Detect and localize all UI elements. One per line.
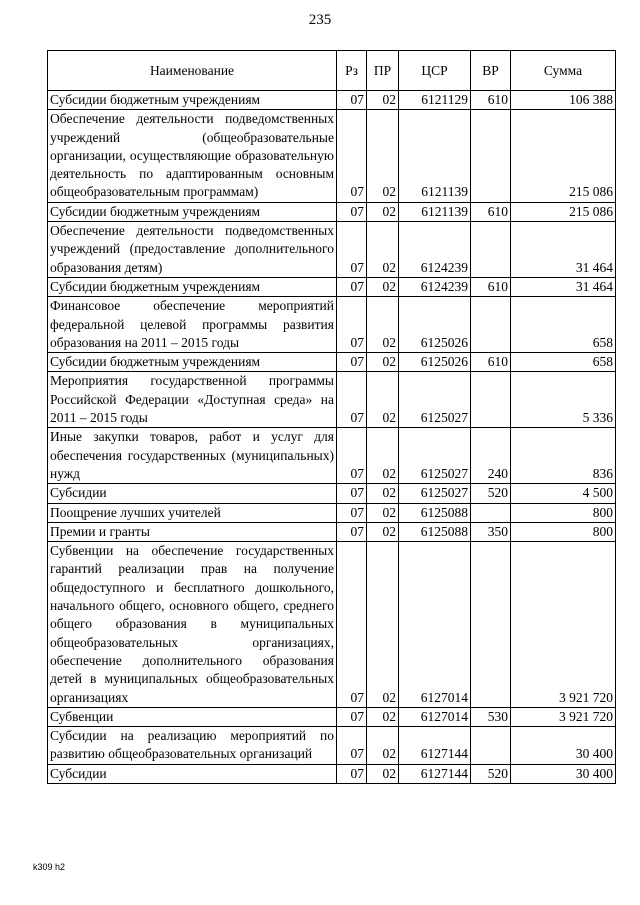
cell-rz: 07	[337, 353, 367, 372]
table-row	[48, 353, 616, 372]
cell-csr: 6125088	[399, 522, 471, 541]
cell-csr: 6121139	[399, 202, 471, 221]
cell-csr: 6125027	[399, 428, 471, 484]
header-name: Наименование	[48, 51, 337, 91]
cell-vr	[471, 727, 511, 765]
cell-pr: 02	[367, 353, 399, 372]
cell-vr: 350	[471, 522, 511, 541]
cell-name: Субвенции	[48, 707, 337, 726]
cell-sum: 215 086	[511, 202, 616, 221]
cell-csr: 6127144	[399, 727, 471, 765]
table-row	[48, 277, 616, 296]
table-row	[48, 372, 616, 428]
cell-vr: 240	[471, 428, 511, 484]
cell-csr: 6125026	[399, 353, 471, 372]
cell-vr: 610	[471, 277, 511, 296]
cell-pr: 02	[367, 428, 399, 484]
cell-sum: 836	[511, 428, 616, 484]
header-rz: Рз	[337, 51, 367, 91]
table-row	[48, 110, 616, 202]
cell-sum: 3 921 720	[511, 707, 616, 726]
cell-pr: 02	[367, 372, 399, 428]
cell-csr: 6125027	[399, 484, 471, 503]
cell-csr: 6127014	[399, 707, 471, 726]
cell-sum: 215 086	[511, 110, 616, 202]
cell-rz: 07	[337, 428, 367, 484]
cell-rz: 07	[337, 277, 367, 296]
cell-pr: 02	[367, 202, 399, 221]
cell-sum: 800	[511, 503, 616, 522]
cell-csr: 6127014	[399, 542, 471, 708]
cell-pr: 02	[367, 110, 399, 202]
cell-name: Премии и гранты	[48, 522, 337, 541]
table-header-row	[48, 51, 616, 91]
cell-rz: 07	[337, 707, 367, 726]
cell-name: Субсидии бюджетным учреждениям	[48, 277, 337, 296]
cell-csr: 6124239	[399, 277, 471, 296]
cell-pr: 02	[367, 542, 399, 708]
cell-name: Субсидии	[48, 764, 337, 783]
cell-vr: 610	[471, 353, 511, 372]
cell-csr: 6127144	[399, 764, 471, 783]
header-csr: ЦСР	[399, 51, 471, 91]
cell-sum: 30 400	[511, 764, 616, 783]
table-row	[48, 522, 616, 541]
cell-csr: 6121139	[399, 110, 471, 202]
cell-name: Мероприятия государственной программы Российской Федерации «Доступная среда» на 2011 – 2015 годы	[48, 372, 337, 428]
table-row	[48, 484, 616, 503]
cell-name: Субсидии	[48, 484, 337, 503]
cell-name: Субсидии на реализацию мероприятий по развитию общеобразовательных организаций	[48, 727, 337, 765]
cell-sum: 800	[511, 522, 616, 541]
cell-pr: 02	[367, 764, 399, 783]
table-row	[48, 764, 616, 783]
cell-rz: 07	[337, 484, 367, 503]
cell-name: Финансовое обеспечение мероприятий федеральной целевой программы развития образования на 2011 – 2015 годы	[48, 297, 337, 353]
cell-sum: 106 388	[511, 91, 616, 110]
table-row	[48, 428, 616, 484]
cell-pr: 02	[367, 297, 399, 353]
cell-sum: 4 500	[511, 484, 616, 503]
cell-pr: 02	[367, 484, 399, 503]
cell-vr	[471, 372, 511, 428]
cell-vr	[471, 542, 511, 708]
cell-vr: 610	[471, 202, 511, 221]
cell-rz: 07	[337, 522, 367, 541]
budget-table	[47, 50, 616, 784]
cell-pr: 02	[367, 522, 399, 541]
cell-rz: 07	[337, 727, 367, 765]
header-sum: Сумма	[511, 51, 616, 91]
table-body	[48, 91, 616, 784]
cell-csr: 6121129	[399, 91, 471, 110]
cell-rz: 07	[337, 297, 367, 353]
cell-name: Субсидии бюджетным учреждениям	[48, 353, 337, 372]
cell-rz: 07	[337, 542, 367, 708]
cell-name: Иные закупки товаров, работ и услуг для обеспечения государственных (муниципальных) нужд	[48, 428, 337, 484]
cell-pr: 02	[367, 91, 399, 110]
cell-rz: 07	[337, 503, 367, 522]
table-row	[48, 727, 616, 765]
header-pr: ПР	[367, 51, 399, 91]
cell-csr: 6125088	[399, 503, 471, 522]
table-row	[48, 202, 616, 221]
table-row	[48, 542, 616, 708]
cell-csr: 6125026	[399, 297, 471, 353]
table-row	[48, 297, 616, 353]
cell-sum: 658	[511, 297, 616, 353]
cell-name: Субсидии бюджетным учреждениям	[48, 91, 337, 110]
footer-code: k309 h2	[33, 862, 66, 872]
cell-sum: 31 464	[511, 222, 616, 278]
cell-name: Поощрение лучших учителей	[48, 503, 337, 522]
cell-rz: 07	[337, 110, 367, 202]
cell-vr: 520	[471, 764, 511, 783]
cell-csr: 6125027	[399, 372, 471, 428]
cell-vr	[471, 110, 511, 202]
cell-rz: 07	[337, 764, 367, 783]
cell-vr: 520	[471, 484, 511, 503]
cell-pr: 02	[367, 277, 399, 296]
cell-sum: 31 464	[511, 277, 616, 296]
table-row	[48, 707, 616, 726]
cell-name: Субсидии бюджетным учреждениям	[48, 202, 337, 221]
cell-name: Обеспечение деятельности подведомственных учреждений (общеобразовательные организации, осуществляющие образовательную деятельность по адаптированным основным общеобразовательным программам)	[48, 110, 337, 202]
cell-pr: 02	[367, 222, 399, 278]
table-row	[48, 222, 616, 278]
cell-rz: 07	[337, 222, 367, 278]
cell-rz: 07	[337, 202, 367, 221]
table-row	[48, 91, 616, 110]
cell-vr: 530	[471, 707, 511, 726]
cell-pr: 02	[367, 707, 399, 726]
cell-name: Обеспечение деятельности подведомственных учреждений (предоставление дополнительного образования детям)	[48, 222, 337, 278]
cell-sum: 5 336	[511, 372, 616, 428]
cell-rz: 07	[337, 372, 367, 428]
cell-sum: 30 400	[511, 727, 616, 765]
cell-vr	[471, 503, 511, 522]
cell-sum: 658	[511, 353, 616, 372]
cell-sum: 3 921 720	[511, 542, 616, 708]
cell-vr	[471, 222, 511, 278]
header-vr: ВР	[471, 51, 511, 91]
cell-name: Субвенции на обеспечение государственных гарантий реализации прав на получение общедоступного и бесплатного дошкольного, начального общего, основного общего, среднего общего образования в муниципальных общеобразовательных организациях, обеспечение дополнительного образования детей в муниципальных общеобразовательных организациях	[48, 542, 337, 708]
cell-vr	[471, 297, 511, 353]
cell-vr: 610	[471, 91, 511, 110]
table-row	[48, 503, 616, 522]
cell-rz: 07	[337, 91, 367, 110]
cell-pr: 02	[367, 503, 399, 522]
cell-csr: 6124239	[399, 222, 471, 278]
page-number: 235	[308, 12, 332, 28]
cell-pr: 02	[367, 727, 399, 765]
